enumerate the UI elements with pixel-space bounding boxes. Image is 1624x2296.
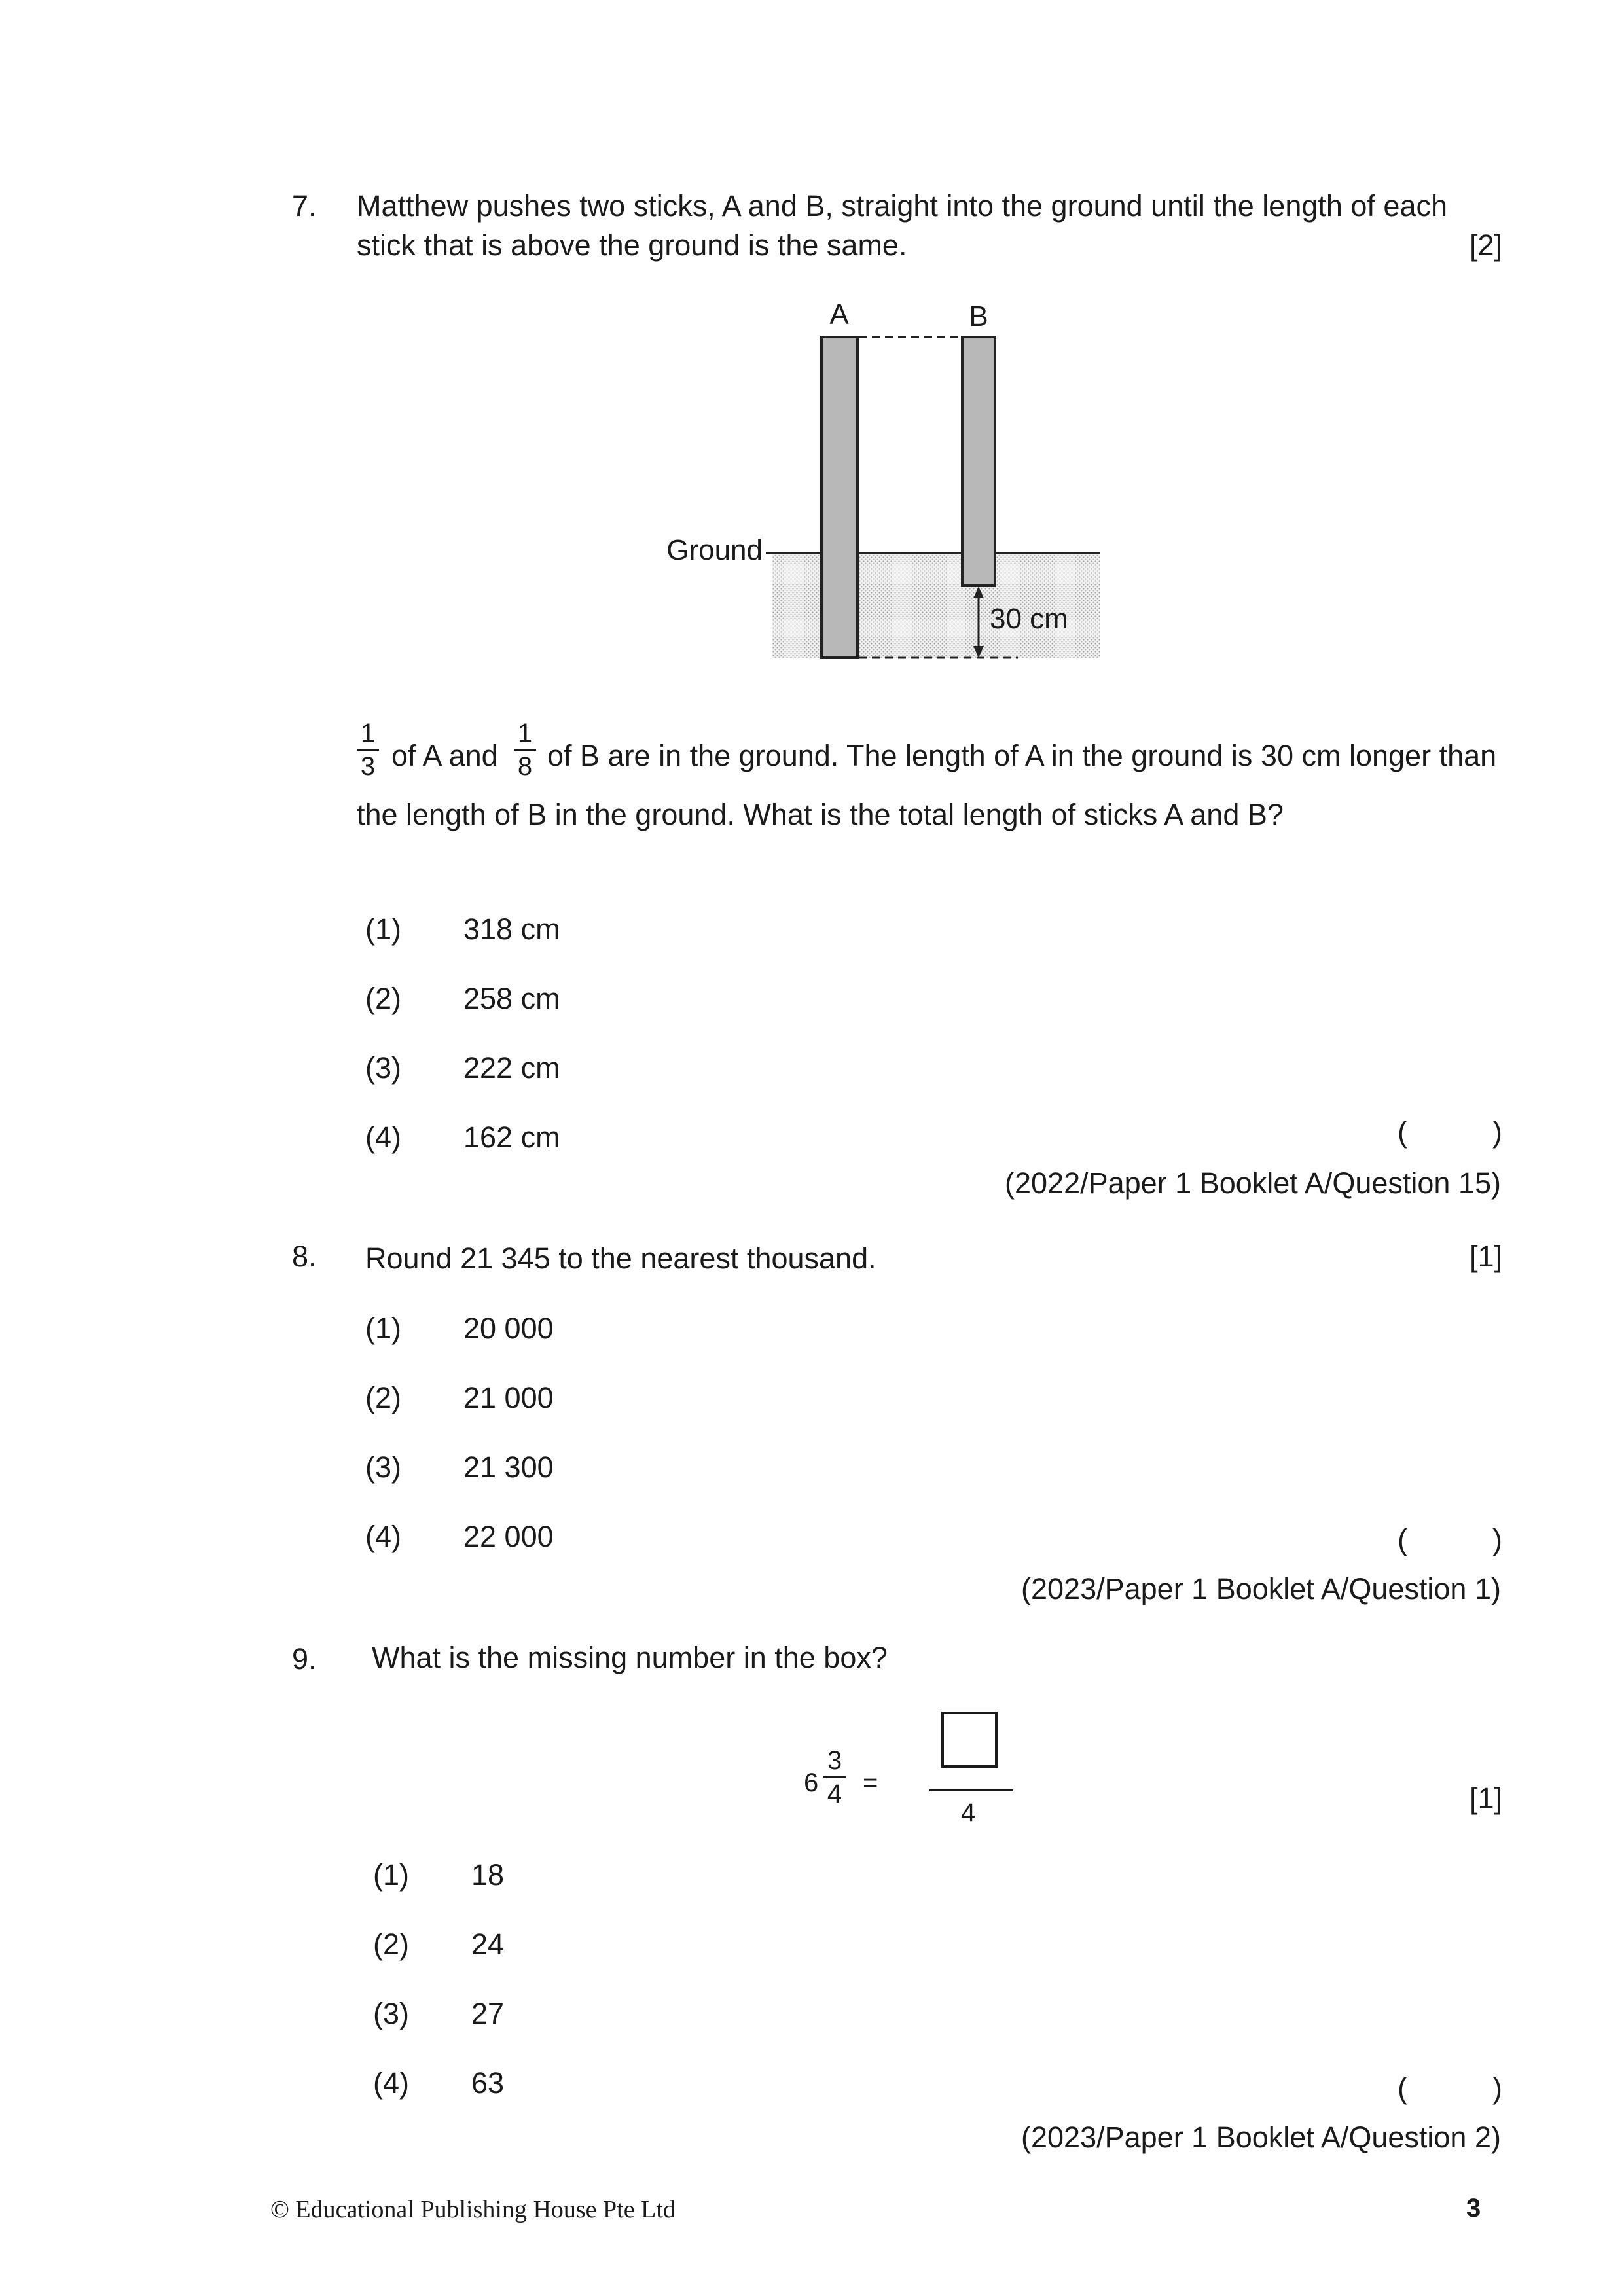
option-label: (4) <box>373 2066 409 2100</box>
question-stem-line-2: stick that is above the ground is the same. <box>357 228 907 262</box>
question-stem-line-1: Matthew pushes two sticks, A and B, straight into the ground until the length of each <box>357 189 1448 223</box>
option-value[interactable]: 20 000 <box>463 1312 554 1345</box>
marks-label: [1] <box>1470 1240 1503 1273</box>
question-source: (2023/Paper 1 Booklet A/Question 2) <box>1021 2121 1501 2154</box>
option-label: (1) <box>373 1858 409 1892</box>
fraction-three-quarters <box>823 1748 846 1807</box>
dimension-label: 30 cm <box>990 603 1068 635</box>
page-number: 3 <box>1466 2194 1481 2223</box>
fraction-numerator: 3 <box>827 1746 842 1775</box>
question-text-part-b: of B are in the ground. The length of A in the ground is 30 cm longer than <box>547 739 1497 772</box>
stick-a <box>821 337 857 658</box>
question-source: (2023/Paper 1 Booklet A/Question 1) <box>1021 1572 1501 1605</box>
question-number: 8. <box>292 1240 317 1273</box>
answer-bracket-close: ) <box>1492 1523 1502 1556</box>
option-label: (4) <box>365 1520 401 1553</box>
option-value[interactable]: 21 300 <box>463 1450 554 1484</box>
sticks-diagram <box>655 281 1126 674</box>
option-value[interactable]: 258 cm <box>463 982 560 1015</box>
fraction-one-third <box>357 720 379 780</box>
question-text-part-a: of A and <box>391 739 498 772</box>
fraction-bar <box>929 1789 1013 1791</box>
label-b: B <box>969 300 988 332</box>
equals-sign: = <box>863 1768 878 1797</box>
option-value[interactable]: 318 cm <box>463 912 560 946</box>
answer-bracket-open: ( <box>1398 1115 1407 1149</box>
fraction-denominator: 8 <box>517 752 533 781</box>
answer-bracket-open: ( <box>1398 1523 1407 1556</box>
marks-label: [2] <box>1470 228 1503 262</box>
question-source: (2022/Paper 1 Booklet A/Question 15) <box>1005 1166 1501 1200</box>
fraction-denominator: 4 <box>827 1780 842 1808</box>
fraction-numerator: 1 <box>360 719 376 747</box>
fraction-denominator: 3 <box>360 752 376 781</box>
ground-label: Ground <box>666 534 763 566</box>
option-label: (3) <box>365 1051 401 1085</box>
option-value[interactable]: 222 cm <box>463 1051 560 1085</box>
option-value[interactable]: 27 <box>471 1997 505 2030</box>
question-stem: Round 21 345 to the nearest thousand. <box>365 1242 876 1275</box>
question-number: 9. <box>292 1642 317 1676</box>
answer-space[interactable] <box>1414 1524 1473 1556</box>
option-value[interactable]: 22 000 <box>463 1520 554 1553</box>
option-label: (3) <box>373 1997 409 2030</box>
option-label: (2) <box>365 982 401 1015</box>
option-label: (1) <box>365 1312 401 1345</box>
answer-space[interactable] <box>1414 2072 1473 2105</box>
whole-number: 6 <box>804 1768 819 1797</box>
label-a: A <box>829 298 849 331</box>
option-label: (2) <box>365 1381 401 1414</box>
option-value[interactable]: 63 <box>471 2066 505 2100</box>
marks-label: [1] <box>1470 1782 1503 1815</box>
question-number: 7. <box>292 189 317 223</box>
option-value[interactable]: 18 <box>471 1858 505 1892</box>
fraction-one-eighth <box>514 720 536 780</box>
option-label: (1) <box>365 912 401 946</box>
fraction-denominator: 4 <box>961 1799 976 1827</box>
fraction-bar <box>514 749 536 751</box>
fraction-numerator: 1 <box>517 719 533 747</box>
option-value[interactable]: 162 cm <box>463 1121 560 1154</box>
question-stem: What is the missing number in the box? <box>372 1641 888 1674</box>
answer-bracket-close: ) <box>1492 2072 1502 2105</box>
copyright-notice: © Educational Publishing House Pte Ltd <box>270 2196 676 2223</box>
answer-bracket-close: ) <box>1492 1115 1502 1149</box>
option-label: (4) <box>365 1121 401 1154</box>
question-text-part-c: the length of B in the ground. What is the total length of sticks A and B? <box>357 798 1284 831</box>
answer-bracket-open: ( <box>1398 2072 1407 2105</box>
option-value[interactable]: 24 <box>471 1928 505 1961</box>
answer-space[interactable] <box>1414 1116 1473 1149</box>
fraction-bar <box>823 1776 846 1778</box>
option-label: (3) <box>365 1450 401 1484</box>
option-label: (2) <box>373 1928 409 1961</box>
fraction-bar <box>357 749 379 751</box>
missing-number-box[interactable] <box>941 1712 998 1768</box>
option-value[interactable]: 21 000 <box>463 1381 554 1414</box>
stick-b <box>962 337 995 586</box>
